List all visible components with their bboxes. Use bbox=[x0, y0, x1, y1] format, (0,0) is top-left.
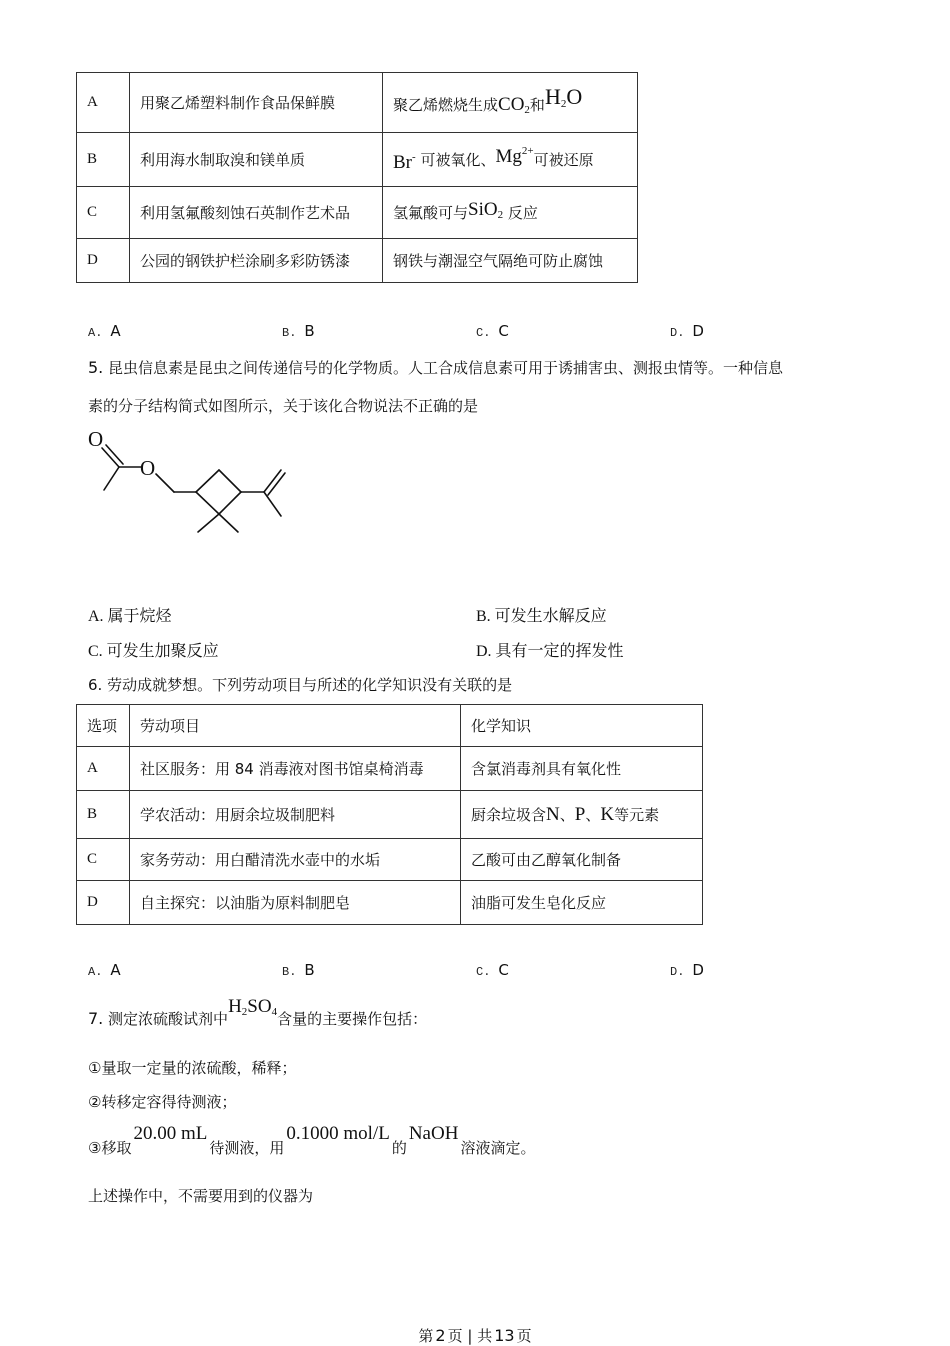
q4-table bbox=[76, 72, 638, 283]
q7-stem: 7. 测定浓硫酸试剂中$H_2SO_4$含量的主要操作包括： bbox=[88, 996, 428, 1028]
table-row bbox=[77, 747, 703, 791]
q4-option-d[interactable]: D. D bbox=[670, 322, 704, 340]
concentration-value: 0.1000 mol/L bbox=[286, 1123, 390, 1144]
header-item: 劳动项目 bbox=[130, 705, 461, 747]
table-row bbox=[77, 133, 638, 187]
table-row bbox=[77, 187, 638, 239]
q7-step3: ③移取20.00 mL待测液，用0.1000 mol/L的NaOH溶液滴定。 bbox=[88, 1123, 536, 1157]
table-row bbox=[77, 881, 703, 925]
item-cell: 家务劳动：用白醋清洗水壶中的水垢 bbox=[130, 839, 461, 881]
knowledge-cell: 乙酸可由乙醇氧化制备 bbox=[461, 839, 703, 881]
item-cell: 用聚乙烯塑料制作食品保鲜膜 bbox=[130, 73, 383, 133]
q7-step2: ②转移定容得待测液； bbox=[88, 1093, 237, 1111]
molecular-structure-diagram bbox=[84, 422, 294, 542]
knowledge-cell: 厨余垃圾含N、P、K等元素 bbox=[461, 791, 703, 839]
formula-mg: $Mg^{2+}$ bbox=[495, 145, 534, 167]
formula-sio2: SiO$_2$ bbox=[468, 198, 504, 221]
q6-option-a[interactable]: A. A bbox=[88, 961, 121, 979]
knowledge-cell bbox=[383, 187, 638, 239]
option-cell: C bbox=[77, 839, 130, 881]
table-row bbox=[77, 73, 638, 133]
table-row bbox=[77, 239, 638, 283]
table-row bbox=[77, 791, 703, 839]
reagent-naoh: NaOH bbox=[408, 1123, 459, 1144]
table-row bbox=[77, 839, 703, 881]
carbonyl-oxygen-label: O bbox=[88, 427, 104, 451]
q7-question: 上述操作中，不需要用到的仪器为 bbox=[88, 1187, 314, 1205]
formula-h2o: $H_2O$ bbox=[544, 83, 583, 110]
q6-option-c[interactable]: C. C bbox=[476, 961, 509, 979]
option-cell: B bbox=[77, 791, 130, 839]
element-n: N bbox=[546, 803, 560, 825]
q6-option-b[interactable]: B. B bbox=[282, 961, 315, 979]
item-cell: 学农活动：用厨余垃圾制肥料 bbox=[130, 791, 461, 839]
knowledge-text: 和 bbox=[529, 95, 545, 114]
q5-option-b[interactable]: B. 可发生水解反应 bbox=[476, 608, 607, 625]
option-cell: A bbox=[77, 747, 130, 791]
option-cell: D bbox=[77, 881, 130, 925]
knowledge-cell: 钢铁与潮湿空气隔绝可防止腐蚀 bbox=[383, 239, 638, 283]
question-number: 7. bbox=[88, 1009, 104, 1028]
current-page-number: 2 bbox=[435, 1326, 446, 1345]
q5-stem-line2: 素的分子结构简式如图所示，关于该化合物说法不正确的是 bbox=[88, 397, 479, 415]
knowledge-text: 反应 bbox=[507, 203, 538, 222]
q5-option-a[interactable]: A. 属于烷烃 bbox=[88, 608, 172, 625]
knowledge-cell: 含氯消毒剂具有氧化性 bbox=[461, 747, 703, 791]
volume-value: 20.00 mL bbox=[133, 1123, 208, 1144]
q4-option-b[interactable]: B. B bbox=[282, 322, 315, 340]
ester-oxygen-label: O bbox=[140, 456, 156, 480]
q5-option-d[interactable]: D. 具有一定的挥发性 bbox=[476, 643, 624, 660]
item-cell: 社区服务：用 84 消毒液对图书馆桌椅消毒 bbox=[130, 747, 461, 791]
element-k: K bbox=[600, 803, 615, 825]
knowledge-cell bbox=[383, 133, 638, 187]
knowledge-text: 氢氟酸可与 bbox=[393, 203, 469, 222]
q6-table bbox=[76, 704, 703, 925]
option-cell: D bbox=[77, 239, 130, 283]
item-cell: 利用氢氟酸刻蚀石英制作艺术品 bbox=[130, 187, 383, 239]
item-cell: 利用海水制取溴和镁单质 bbox=[130, 133, 383, 187]
knowledge-cell: 油脂可发生皂化反应 bbox=[461, 881, 703, 925]
knowledge-cell bbox=[383, 73, 638, 133]
question-number: 5. bbox=[88, 358, 104, 377]
q7-step1: ①量取一定量的浓硫酸，稀释； bbox=[88, 1059, 297, 1077]
option-cell: C bbox=[77, 187, 130, 239]
knowledge-text: 可被氧化、 bbox=[415, 151, 496, 169]
item-cell: 自主探究：以油脂为原料制肥皂 bbox=[130, 881, 461, 925]
header-knowledge: 化学知识 bbox=[461, 705, 703, 747]
q5-stem-line1: 5. 昆虫信息素是昆虫之间传递信号的化学物质。人工合成信息素可用于诱捕害虫、测报虫情等。一种信息 bbox=[88, 358, 784, 377]
option-cell: B bbox=[77, 133, 130, 187]
table-header-row bbox=[77, 705, 703, 747]
total-pages-number: 13 bbox=[494, 1326, 515, 1345]
formula-br: Br- bbox=[393, 151, 416, 173]
knowledge-text: 可被还原 bbox=[533, 151, 594, 169]
q6-option-d[interactable]: D. D bbox=[670, 961, 704, 979]
item-cell: 公园的钢铁护栏涂刷多彩防锈漆 bbox=[130, 239, 383, 283]
q5-option-c[interactable]: C. 可发生加聚反应 bbox=[88, 643, 219, 660]
header-option: 选项 bbox=[77, 705, 130, 747]
q6-stem: 6. 劳动成就梦想。下列劳动项目与所述的化学知识没有关联的是 bbox=[88, 676, 513, 694]
formula-h2so4: $H_2SO_4$ bbox=[228, 996, 278, 1018]
page-footer: 第 2 页 | 共 13 页 bbox=[418, 1326, 532, 1345]
formula-co2: $CO_2$ bbox=[498, 93, 530, 116]
q4-option-c[interactable]: C. C bbox=[476, 322, 509, 340]
element-p: P bbox=[574, 803, 586, 825]
q4-option-a[interactable]: A. A bbox=[88, 322, 121, 340]
option-cell: A bbox=[77, 73, 130, 133]
knowledge-text: 聚乙烯燃烧生成 bbox=[393, 95, 499, 114]
